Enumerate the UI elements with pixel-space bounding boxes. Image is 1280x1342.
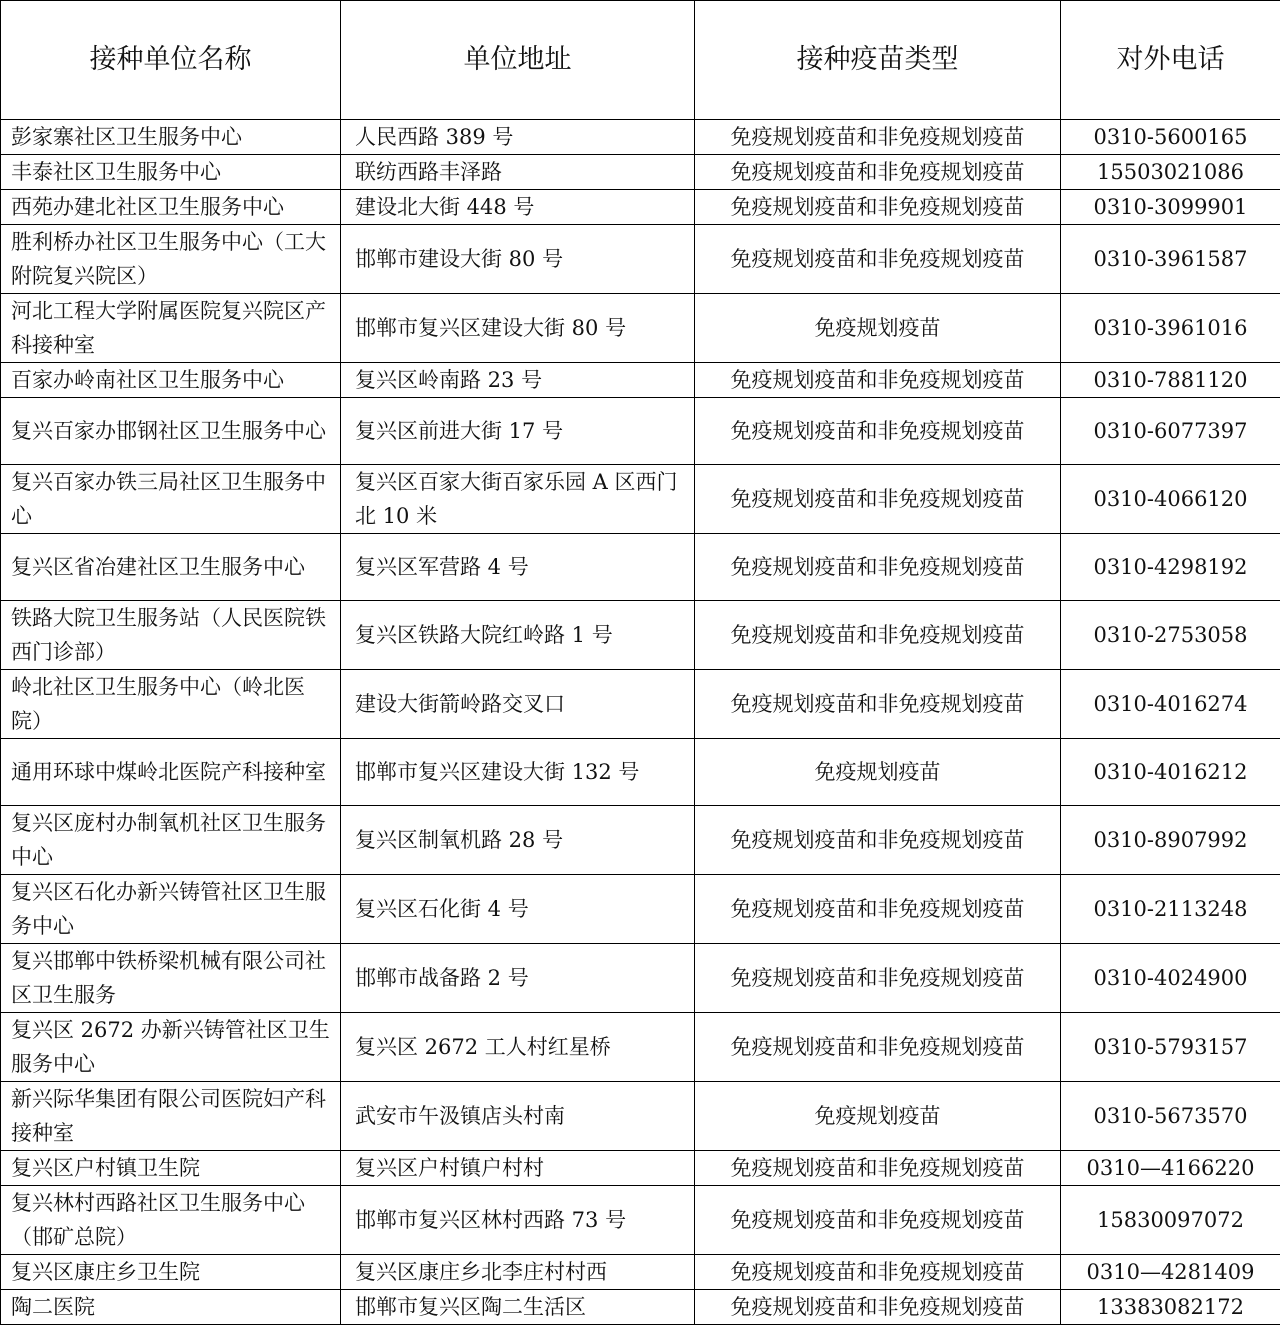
phone-cell: 13383082172 (1061, 1290, 1280, 1325)
table-row (1, 190, 1280, 225)
vaccine-type-cell: 免疫规划疫苗和非免疫规划疫苗 (695, 1255, 1061, 1290)
table-row (1, 465, 1280, 534)
unit-name-cell: 岭北社区卫生服务中心（岭北医院） (1, 670, 341, 739)
phone-cell: 0310-4066120 (1061, 465, 1280, 534)
table-row (1, 944, 1280, 1013)
phone-cell: 0310-6077397 (1061, 398, 1280, 465)
vaccine-type-cell: 免疫规划疫苗和非免疫规划疫苗 (695, 363, 1061, 398)
vaccine-type-cell: 免疫规划疫苗 (695, 1082, 1061, 1151)
vaccine-type-cell: 免疫规划疫苗 (695, 739, 1061, 806)
unit-name-cell: 复兴区 2672 办新兴铸管社区卫生服务中心 (1, 1013, 341, 1082)
unit-name-cell: 复兴区石化办新兴铸管社区卫生服务中心 (1, 875, 341, 944)
unit-name-cell: 复兴百家办邯钢社区卫生服务中心 (1, 398, 341, 465)
phone-cell: 0310-3961587 (1061, 225, 1280, 294)
vaccine-type-cell: 免疫规划疫苗和非免疫规划疫苗 (695, 155, 1061, 190)
phone-cell: 15503021086 (1061, 155, 1280, 190)
address-cell: 邯郸市战备路 2 号 (341, 944, 695, 1013)
address-cell: 复兴区 2672 工人村红星桥 (341, 1013, 695, 1082)
unit-name-cell: 复兴区省冶建社区卫生服务中心 (1, 534, 341, 601)
vaccine-type-cell: 免疫规划疫苗和非免疫规划疫苗 (695, 1151, 1061, 1186)
address-cell: 复兴区康庄乡北李庄村村西 (341, 1255, 695, 1290)
unit-name-cell: 复兴区康庄乡卫生院 (1, 1255, 341, 1290)
vaccine-type-cell: 免疫规划疫苗和非免疫规划疫苗 (695, 670, 1061, 739)
vaccine-type-cell: 免疫规划疫苗和非免疫规划疫苗 (695, 601, 1061, 670)
vaccine-type-cell: 免疫规划疫苗和非免疫规划疫苗 (695, 120, 1061, 155)
table-row (1, 670, 1280, 739)
table-row (1, 363, 1280, 398)
vaccine-type-cell: 免疫规划疫苗和非免疫规划疫苗 (695, 1290, 1061, 1325)
vaccine-type-cell: 免疫规划疫苗和非免疫规划疫苗 (695, 875, 1061, 944)
address-cell: 复兴区户村镇户村村 (341, 1151, 695, 1186)
address-cell: 邯郸市建设大街 80 号 (341, 225, 695, 294)
table-row (1, 1186, 1280, 1255)
unit-name-cell: 百家办岭南社区卫生服务中心 (1, 363, 341, 398)
table-row (1, 1290, 1280, 1325)
address-cell: 建设北大街 448 号 (341, 190, 695, 225)
phone-cell: 0310-4024900 (1061, 944, 1280, 1013)
address-cell: 人民西路 389 号 (341, 120, 695, 155)
table-row (1, 739, 1280, 806)
table-header-row (1, 1, 1280, 120)
phone-cell: 0310-4016212 (1061, 739, 1280, 806)
address-cell: 复兴区制氧机路 28 号 (341, 806, 695, 875)
address-cell: 复兴区百家大街百家乐园 A 区西门北 10 米 (341, 465, 695, 534)
vaccine-type-cell: 免疫规划疫苗和非免疫规划疫苗 (695, 1013, 1061, 1082)
unit-name-cell: 铁路大院卫生服务站（人民医院铁西门诊部） (1, 601, 341, 670)
phone-cell: 0310-5673570 (1061, 1082, 1280, 1151)
phone-cell: 0310-2753058 (1061, 601, 1280, 670)
vaccine-type-cell: 免疫规划疫苗和非免疫规划疫苗 (695, 1186, 1061, 1255)
table-row (1, 155, 1280, 190)
table-row (1, 1151, 1280, 1186)
vaccine-type-cell: 免疫规划疫苗和非免疫规划疫苗 (695, 398, 1061, 465)
table-row (1, 294, 1280, 363)
table-row (1, 1255, 1280, 1290)
address-cell: 复兴区岭南路 23 号 (341, 363, 695, 398)
vaccine-type-cell: 免疫规划疫苗和非免疫规划疫苗 (695, 190, 1061, 225)
header-address: 单位地址 (341, 1, 695, 120)
unit-name-cell: 丰泰社区卫生服务中心 (1, 155, 341, 190)
unit-name-cell: 陶二医院 (1, 1290, 341, 1325)
table-row (1, 120, 1280, 155)
unit-name-cell: 西苑办建北社区卫生服务中心 (1, 190, 341, 225)
unit-name-cell: 新兴际华集团有限公司医院妇产科接种室 (1, 1082, 341, 1151)
phone-cell: 0310-5793157 (1061, 1013, 1280, 1082)
address-cell: 邯郸市复兴区建设大街 80 号 (341, 294, 695, 363)
phone-cell: 0310-7881120 (1061, 363, 1280, 398)
unit-name-cell: 复兴百家办铁三局社区卫生服务中心 (1, 465, 341, 534)
table-row (1, 534, 1280, 601)
address-cell: 建设大街箭岭路交叉口 (341, 670, 695, 739)
phone-cell: 0310-3099901 (1061, 190, 1280, 225)
phone-cell: 0310-8907992 (1061, 806, 1280, 875)
address-cell: 复兴区军营路 4 号 (341, 534, 695, 601)
address-cell: 复兴区前进大街 17 号 (341, 398, 695, 465)
unit-name-cell: 通用环球中煤岭北医院产科接种室 (1, 739, 341, 806)
phone-cell: 0310—4281409 (1061, 1255, 1280, 1290)
address-cell: 复兴区石化街 4 号 (341, 875, 695, 944)
unit-name-cell: 胜利桥办社区卫生服务中心（工大附院复兴院区） (1, 225, 341, 294)
phone-cell: 0310—4166220 (1061, 1151, 1280, 1186)
vaccine-type-cell: 免疫规划疫苗 (695, 294, 1061, 363)
unit-name-cell: 河北工程大学附属医院复兴院区产科接种室 (1, 294, 341, 363)
phone-cell: 0310-2113248 (1061, 875, 1280, 944)
vaccine-type-cell: 免疫规划疫苗和非免疫规划疫苗 (695, 465, 1061, 534)
unit-name-cell: 复兴区庞村办制氧机社区卫生服务中心 (1, 806, 341, 875)
unit-name-cell: 复兴区户村镇卫生院 (1, 1151, 341, 1186)
table-row (1, 398, 1280, 465)
address-cell: 邯郸市复兴区陶二生活区 (341, 1290, 695, 1325)
table-row (1, 225, 1280, 294)
vaccine-type-cell: 免疫规划疫苗和非免疫规划疫苗 (695, 225, 1061, 294)
vaccine-type-cell: 免疫规划疫苗和非免疫规划疫苗 (695, 944, 1061, 1013)
address-cell: 邯郸市复兴区林村西路 73 号 (341, 1186, 695, 1255)
table-row (1, 1082, 1280, 1151)
vaccine-type-cell: 免疫规划疫苗和非免疫规划疫苗 (695, 534, 1061, 601)
table-row (1, 806, 1280, 875)
table-body (1, 120, 1280, 1325)
address-cell: 邯郸市复兴区建设大街 132 号 (341, 739, 695, 806)
unit-name-cell: 彭家寨社区卫生服务中心 (1, 120, 341, 155)
header-unit-name: 接种单位名称 (1, 1, 341, 120)
phone-cell: 0310-3961016 (1061, 294, 1280, 363)
address-cell: 武安市午汲镇店头村南 (341, 1082, 695, 1151)
unit-name-cell: 复兴林村西路社区卫生服务中心（邯矿总院） (1, 1186, 341, 1255)
unit-name-cell: 复兴邯郸中铁桥梁机械有限公司社区卫生服务 (1, 944, 341, 1013)
address-cell: 联纺西路丰泽路 (341, 155, 695, 190)
phone-cell: 0310-4298192 (1061, 534, 1280, 601)
header-vaccine-type: 接种疫苗类型 (695, 1, 1061, 120)
header-phone: 对外电话 (1061, 1, 1280, 120)
vaccine-type-cell: 免疫规划疫苗和非免疫规划疫苗 (695, 806, 1061, 875)
phone-cell: 0310-4016274 (1061, 670, 1280, 739)
phone-cell: 0310-5600165 (1061, 120, 1280, 155)
address-cell: 复兴区铁路大院红岭路 1 号 (341, 601, 695, 670)
table-row (1, 601, 1280, 670)
table-row (1, 875, 1280, 944)
phone-cell: 15830097072 (1061, 1186, 1280, 1255)
table-row (1, 1013, 1280, 1082)
